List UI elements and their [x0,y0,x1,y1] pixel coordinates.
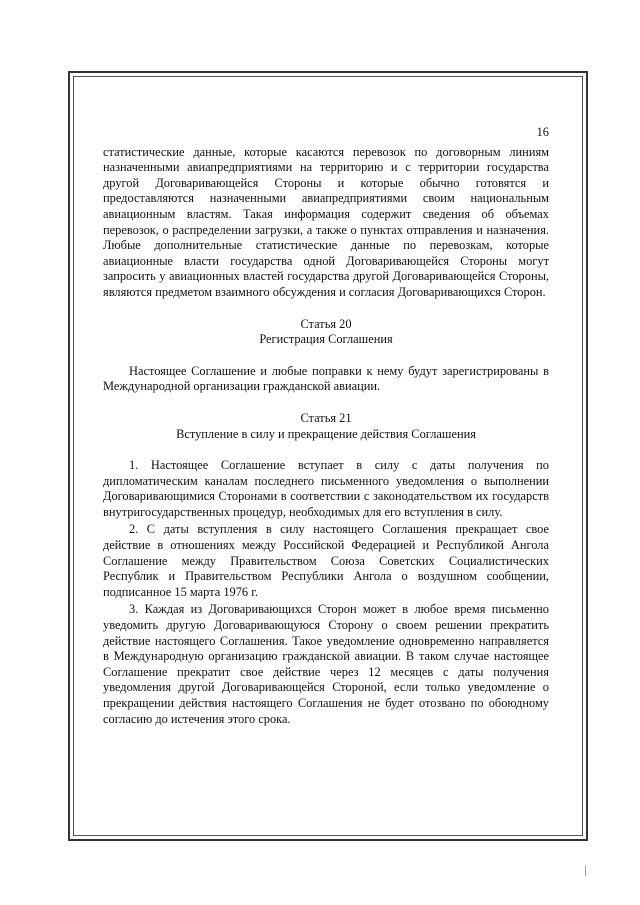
document-body [103,125,549,727]
article-21-paragraph-1: 1. Настоящее Соглашение вступает в силу с даты получения по дипломатическим каналам последнего письменного уведомления о выполнении Договаривающимися Сторонами в соответствии с законодательством их государств внутригосударственных процедур, необходимых для его вступления в силу. [103,458,549,519]
intro-paragraph: статистические данные, которые касаются перевозок по договорным линиям назначенными авиапредприятиями на территорию и с территории государства другой Договаривающейся Стороны и которые обычно готовятся и предоставляются назначенными авиапредприятиями своим национальным авиационным властям. Такая информация содержит сведения об объемах перевозок, о распределении загрузки, а также о пунктах отправления и назначения. Любые дополнительные статистические данные по перевозкам, которые авиационные власти государства одной Договаривающейся Стороны могут запросить у авиационных властей государства другой Договаривающейся Стороны, являются предметом взаимного обсуждения и согласия Договаривающихся Сторон. [103,144,549,299]
article-20 [103,317,549,395]
page-number: 16 [536,125,549,139]
article-21-paragraph-3: 3. Каждая из Договаривающихся Сторон может в любое время письменно уведомить другую Договаривающуюся Сторону о своем решении прекратить действие настоящего Соглашения. Такое уведомление одновременно направляется в Международную организацию гражданской авиации. В таком случае настоящее Соглашение прекратит свое действие через 12 месяцев с даты получения уведомления другой Договаривающейся Стороной, если только уведомление о прекращении действия настоящего Соглашения не будет отозвано по обоюдному согласию до истечения этого срока. [103,602,549,726]
article-21-paragraph-2: 2. С даты вступления в силу настоящего Соглашения прекращает свое действие в отношениях между Российской Федерацией и Республикой Ангола Соглашение между Правительством Союза Советских Социалистических Республик и Правительством Республики Ангола о воздушном сообщении, подписанное 15 марта 1976 г. [103,522,549,599]
article-21-number: Статья 21 [300,410,352,425]
article-20-title: Регистрация Соглашения [259,332,393,347]
article-20-number: Статья 20 [300,316,352,331]
article-20-text: Настоящее Соглашение и любые поправки к нему будут зарегистрированы в Международной организации гражданской авиации. [103,363,549,394]
article-21-title: Вступление в силу и прекращение действия Соглашения [176,426,476,441]
scan-mark [585,866,586,876]
article-21 [103,411,549,727]
